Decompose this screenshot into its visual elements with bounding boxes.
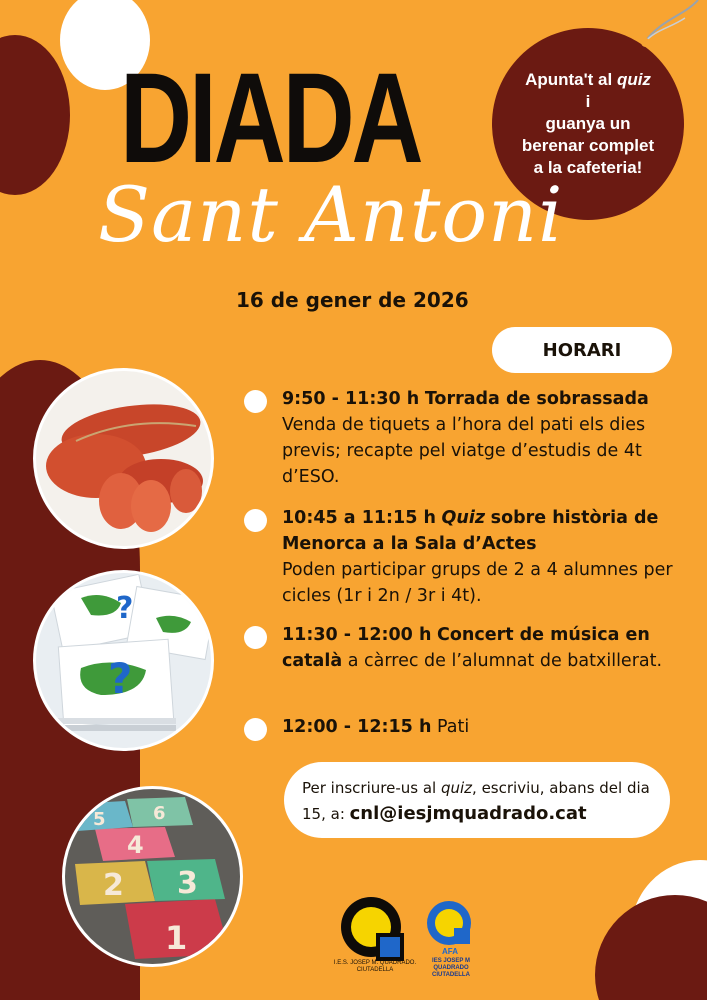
schedule-item — [244, 505, 684, 609]
schedule-item — [244, 386, 684, 490]
bullet-dot-icon — [244, 390, 267, 413]
schedule-time: 12:00 - 12:15 h — [282, 717, 432, 737]
afa-label: AFA — [442, 947, 458, 956]
bullet-dot-icon — [244, 626, 267, 649]
svg-text:5: 5 — [93, 809, 106, 830]
schedule-time: 11:30 - 12:00 h — [282, 625, 432, 645]
signup-text-post: , escriviu, abans del dia 15, a: — [302, 779, 650, 823]
badge-line3: berenar complet — [521, 136, 655, 155]
svg-text:3: 3 — [177, 866, 198, 901]
badge-line1-post: i — [585, 92, 591, 111]
decorative-dark-blob-bottom — [595, 895, 707, 1000]
schedule-title: sobre història de Menorca a la Sala d’Actes — [282, 508, 659, 554]
badge-line4: a la cafeteria! — [533, 158, 643, 177]
svg-text:1: 1 — [165, 919, 188, 957]
svg-text:2: 2 — [103, 868, 124, 903]
svg-text:?: ? — [116, 591, 134, 626]
schedule-title-em: Quiz — [441, 508, 486, 528]
tag-hole-icon — [641, 38, 650, 47]
schedule-title: Torrada de sobrassada — [424, 389, 649, 409]
quiz-cards-photo — [33, 570, 214, 751]
schedule-time: 10:45 a 11:15 h — [282, 508, 436, 528]
schedule-description: a càrrec de l’alumnat de batxillerat. — [347, 651, 663, 671]
schedule-time: 9:50 - 11:30 h — [282, 389, 420, 409]
schedule-description: Poden participar grups de 2 a 4 alumnes per cicles (1r i 2n / 3r i 4t). — [282, 560, 673, 606]
schedule-description: Venda de tiquets a l’hora del pati els dies previs; recapte pel viatge d’estudis de 4t d’ESO. — [282, 415, 646, 487]
signup-box — [284, 762, 670, 838]
page-title: DIADA — [120, 47, 421, 190]
signup-email-link[interactable]: cnl@iesjmquadrado.cat — [349, 803, 587, 824]
page-subtitle: Sant Antoni — [98, 170, 564, 259]
afa-logo-caption: IES JOSEP M QUADRADO CIUTADELLA — [432, 958, 470, 978]
schedule-item — [244, 622, 684, 674]
decorative-dark-blob — [0, 35, 70, 195]
event-date: 16 de gener de 2026 — [236, 288, 469, 312]
signup-text-em: quiz — [440, 779, 473, 797]
horari-label: HORARI — [492, 327, 672, 373]
schedule-description: Pati — [437, 717, 470, 737]
school-logo-caption: I.E.S. JOSEP M. QUADRADO. CIUTADELLA — [333, 960, 417, 973]
sobrassada-photo — [33, 368, 214, 549]
afa-logo-icon — [422, 898, 480, 956]
badge-line2: guanya un — [545, 114, 631, 133]
svg-text:6: 6 — [153, 803, 166, 824]
svg-text:4: 4 — [127, 831, 144, 859]
hopscotch-photo — [62, 786, 243, 967]
bullet-dot-icon — [244, 509, 267, 532]
svg-text:?: ? — [108, 654, 133, 703]
schedule-item — [244, 714, 684, 740]
bullet-dot-icon — [244, 718, 267, 741]
badge-line1-em: quiz — [616, 70, 651, 89]
badge-line1-pre: Apunta't al — [525, 70, 617, 89]
schedule-title: Concert de música en català — [282, 625, 650, 671]
signup-text-pre: Per inscriure-us al — [302, 779, 441, 797]
